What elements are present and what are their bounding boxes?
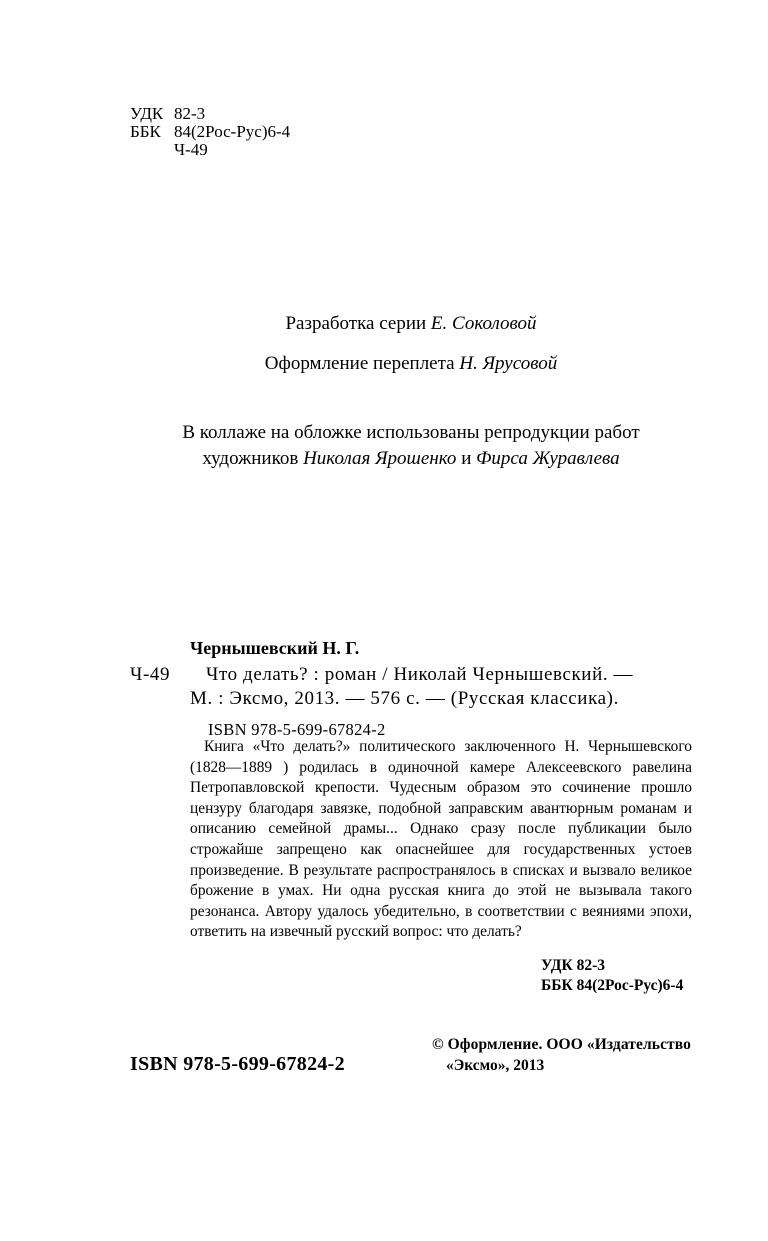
artist-2: Фирса Журавлева bbox=[476, 448, 620, 469]
catalog-bbk: ББК 84(2Рос-Рус)6-4 bbox=[541, 977, 684, 994]
binding-name: Н. Ярусовой bbox=[459, 353, 558, 374]
collage-line-1: В коллаже на обложке использованы репродукции работ bbox=[182, 422, 640, 443]
catalog-udk: УДК 82-3 bbox=[541, 957, 605, 974]
collage-prefix: художников bbox=[202, 448, 299, 469]
udk-line bbox=[130, 104, 205, 123]
binding-credit bbox=[0, 353, 768, 375]
bbk-label: ББК bbox=[130, 122, 161, 141]
bbk-line bbox=[130, 122, 290, 141]
annotation: Книга «Что делать?» политического заключенного Н. Чернышевского (1828—1889 ) родилась в одиночной камере Алексеевского равелина Петропавловской крепости. Чудесным образом это сочинение прошло цензуру благодаря завязке, подобной заправским авантюрным романам и описанию семейной драмы... Однако сразу после публикации было строжайше запрещено как опаснейшее для государственных устоев произведение. В результате распространялось в списках и вызвало великое брожение в умах. Ни одна русская книга до этой не вызывала такого резонанса. Автору удалось убедительно, в соответствии с веяниями эпохи, ответить на извечный русский вопрос: что делать? bbox=[190, 738, 692, 941]
catalog-line-1: Что делать? : роман / Николай Чернышевский. — bbox=[206, 664, 634, 685]
series-credit bbox=[0, 313, 768, 335]
collage-line-2 bbox=[0, 448, 768, 470]
udk-value: 82-3 bbox=[174, 104, 206, 123]
footer-isbn: ISBN 978-5-699-67824-2 bbox=[130, 1053, 345, 1075]
binding-label: Оформление переплета bbox=[264, 353, 455, 374]
bbk-value: 84(2Рос-Рус)6-4 bbox=[174, 122, 291, 141]
udk-label: УДК bbox=[130, 104, 164, 123]
catalog-isbn: ISBN 978-5-699-67824-2 bbox=[208, 720, 386, 739]
collage-and: и bbox=[461, 448, 472, 469]
copyright-line-2: «Эксмо», 2013 bbox=[446, 1057, 545, 1074]
series-label: Разработка серии bbox=[285, 313, 427, 334]
series-name: Е. Соколовой bbox=[430, 313, 537, 334]
author-mark-top: Ч-49 bbox=[174, 140, 208, 159]
catalog-author: Чернышевский Н. Г. bbox=[190, 638, 360, 658]
copyright-line-1: © Оформление. ООО «Издательство bbox=[432, 1036, 691, 1053]
catalog-mark: Ч-49 bbox=[130, 664, 171, 685]
catalog-line-2: М. : Эксмо, 2013. — 576 с. — (Русская классика). bbox=[190, 688, 619, 709]
artist-1: Николая Ярошенко bbox=[303, 448, 457, 469]
